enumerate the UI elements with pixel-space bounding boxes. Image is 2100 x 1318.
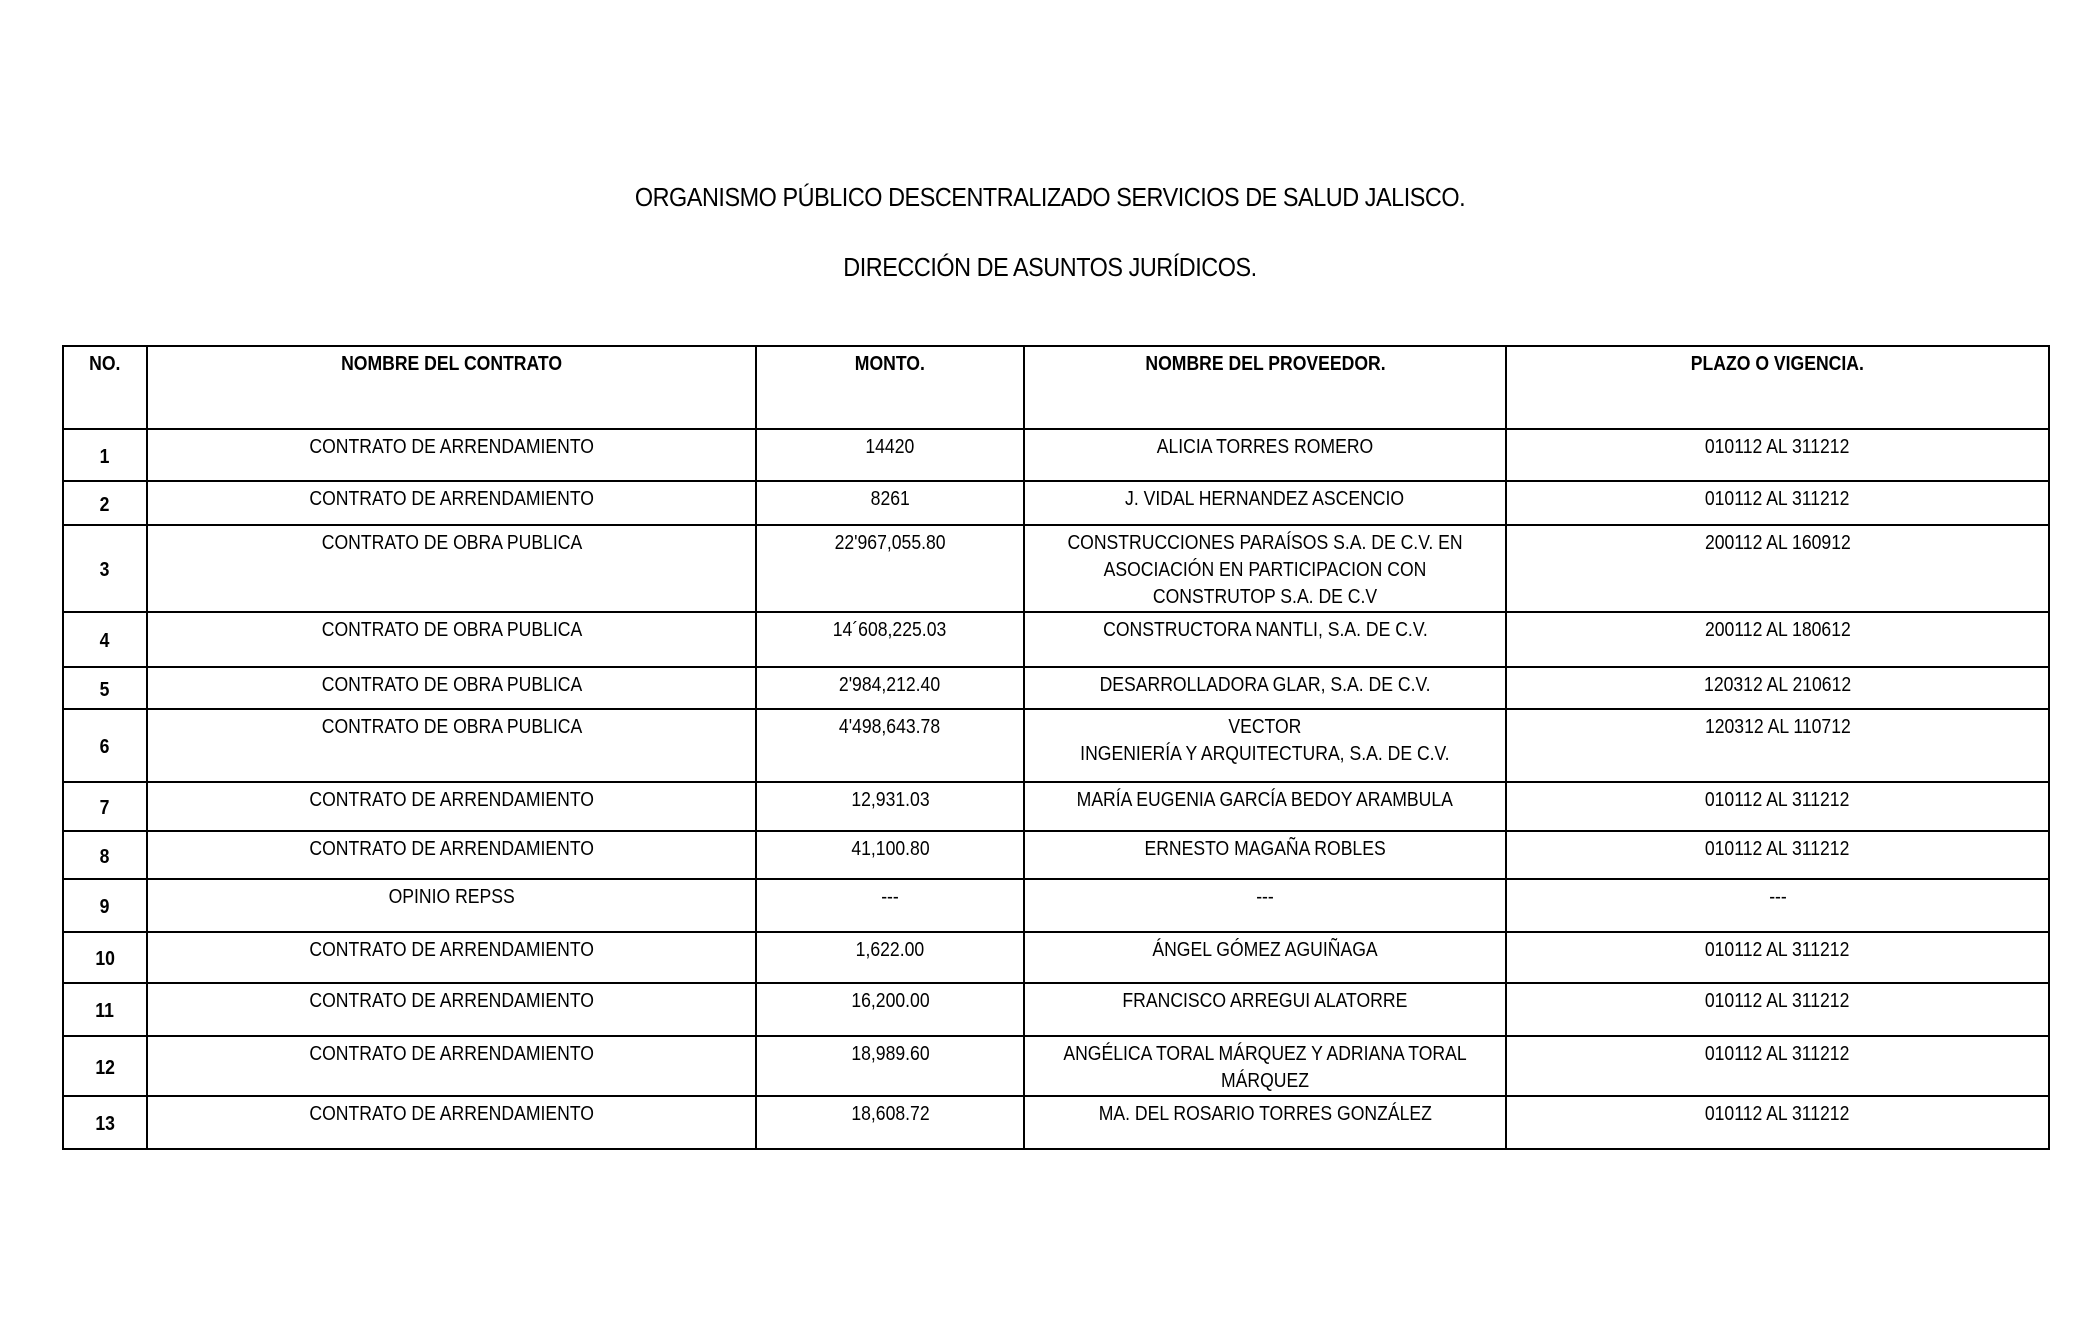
contract-name: CONTRATO DE ARRENDAMIENTO (147, 932, 756, 983)
contract-term: 010112 AL 311212 (1506, 782, 2049, 831)
contract-name: CONTRATO DE ARRENDAMIENTO (147, 481, 756, 525)
contract-amount: 1,622.00 (756, 932, 1024, 983)
table-row (63, 667, 2049, 709)
table-row (63, 709, 2049, 782)
row-number: 3 (63, 525, 147, 612)
table-row (63, 831, 2049, 879)
row-number: 10 (63, 932, 147, 983)
row-number: 2 (63, 481, 147, 525)
row-number: 4 (63, 612, 147, 667)
provider-name: CONSTRUCTORA NANTLI, S.A. DE C.V. (1024, 612, 1506, 667)
row-number: 5 (63, 667, 147, 709)
provider-name: DESARROLLADORA GLAR, S.A. DE C.V. (1024, 667, 1506, 709)
row-number: 9 (63, 879, 147, 932)
contract-amount: 4'498,643.78 (756, 709, 1024, 782)
contract-amount: 2'984,212.40 (756, 667, 1024, 709)
contract-amount: 14420 (756, 429, 1024, 481)
contract-name: CONTRATO DE ARRENDAMIENTO (147, 1036, 756, 1096)
contract-amount: 14´608,225.03 (756, 612, 1024, 667)
table-row (63, 481, 2049, 525)
contract-term: 010112 AL 311212 (1506, 481, 2049, 525)
contract-name: CONTRATO DE ARRENDAMIENTO (147, 429, 756, 481)
contract-name: CONTRATO DE OBRA PUBLICA (147, 667, 756, 709)
contract-amount: 22'967,055.80 (756, 525, 1024, 612)
contract-name: CONTRATO DE ARRENDAMIENTO (147, 1096, 756, 1149)
contract-term: 010112 AL 311212 (1506, 831, 2049, 879)
row-number: 8 (63, 831, 147, 879)
table-row (63, 1036, 2049, 1096)
column-header-term: PLAZO O VIGENCIA. (1506, 346, 2049, 429)
column-header-no: NO. (63, 346, 147, 429)
table-row (63, 932, 2049, 983)
contract-term: 010112 AL 311212 (1506, 932, 2049, 983)
contract-amount: --- (756, 879, 1024, 932)
contract-amount: 18,608.72 (756, 1096, 1024, 1149)
contract-term: 010112 AL 311212 (1506, 429, 2049, 481)
table-row (63, 782, 2049, 831)
contract-name: CONTRATO DE ARRENDAMIENTO (147, 983, 756, 1036)
contract-term: 200112 AL 180612 (1506, 612, 2049, 667)
contract-name: CONTRATO DE OBRA PUBLICA (147, 525, 756, 612)
table-row (63, 429, 2049, 481)
contract-name: CONTRATO DE ARRENDAMIENTO (147, 831, 756, 879)
table-row (63, 983, 2049, 1036)
row-number: 13 (63, 1096, 147, 1149)
table-row (63, 525, 2049, 612)
provider-name: VECTOR INGENIERÍA Y ARQUITECTURA, S.A. DE C.V. (1024, 709, 1506, 782)
contract-term: 200112 AL 160912 (1506, 525, 2049, 612)
contract-amount: 16,200.00 (756, 983, 1024, 1036)
contract-amount: 8261 (756, 481, 1024, 525)
row-number: 1 (63, 429, 147, 481)
provider-name: ALICIA TORRES ROMERO (1024, 429, 1506, 481)
contract-term: 010112 AL 311212 (1506, 1096, 2049, 1149)
row-number: 6 (63, 709, 147, 782)
table-row (63, 879, 2049, 932)
row-number: 7 (63, 782, 147, 831)
contract-name: CONTRATO DE OBRA PUBLICA (147, 709, 756, 782)
contract-term: 010112 AL 311212 (1506, 983, 2049, 1036)
column-header-provider: NOMBRE DEL PROVEEDOR. (1024, 346, 1506, 429)
contract-amount: 18,989.60 (756, 1036, 1024, 1096)
contract-term: 010112 AL 311212 (1506, 1036, 2049, 1096)
contract-amount: 12,931.03 (756, 782, 1024, 831)
provider-name: J. VIDAL HERNANDEZ ASCENCIO (1024, 481, 1506, 525)
provider-name: ANGÉLICA TORAL MÁRQUEZ Y ADRIANA TORAL MÁRQUEZ (1024, 1036, 1506, 1096)
contract-name: CONTRATO DE ARRENDAMIENTO (147, 782, 756, 831)
contract-term: --- (1506, 879, 2049, 932)
contracts-table (62, 345, 2050, 1150)
contract-name: CONTRATO DE OBRA PUBLICA (147, 612, 756, 667)
table-row (63, 612, 2049, 667)
contract-term: 120312 AL 110712 (1506, 709, 2049, 782)
contract-amount: 41,100.80 (756, 831, 1024, 879)
provider-name: CONSTRUCCIONES PARAÍSOS S.A. DE C.V. EN ASOCIACIÓN EN PARTICIPACION CON CONSTRUTOP S.A. DE C.V (1024, 525, 1506, 612)
department-title: DIRECCIÓN DE ASUNTOS JURÍDICOS. (843, 252, 1257, 282)
row-number: 12 (63, 1036, 147, 1096)
provider-name: MARÍA EUGENIA GARCÍA BEDOY ARAMBULA (1024, 782, 1506, 831)
provider-name: MA. DEL ROSARIO TORRES GONZÁLEZ (1024, 1096, 1506, 1149)
column-header-contract-name: NOMBRE DEL CONTRATO (147, 346, 756, 429)
provider-name: ERNESTO MAGAÑA ROBLES (1024, 831, 1506, 879)
provider-name: --- (1024, 879, 1506, 932)
organization-title: ORGANISMO PÚBLICO DESCENTRALIZADO SERVICIOS DE SALUD JALISCO. (634, 182, 1466, 212)
provider-name: ÁNGEL GÓMEZ AGUIÑAGA (1024, 932, 1506, 983)
column-header-amount: MONTO. (756, 346, 1024, 429)
table-row (63, 1096, 2049, 1149)
contract-name: OPINIO REPSS (147, 879, 756, 932)
table-header-row (63, 346, 2049, 429)
provider-name: FRANCISCO ARREGUI ALATORRE (1024, 983, 1506, 1036)
contract-term: 120312 AL 210612 (1506, 667, 2049, 709)
row-number: 11 (63, 983, 147, 1036)
